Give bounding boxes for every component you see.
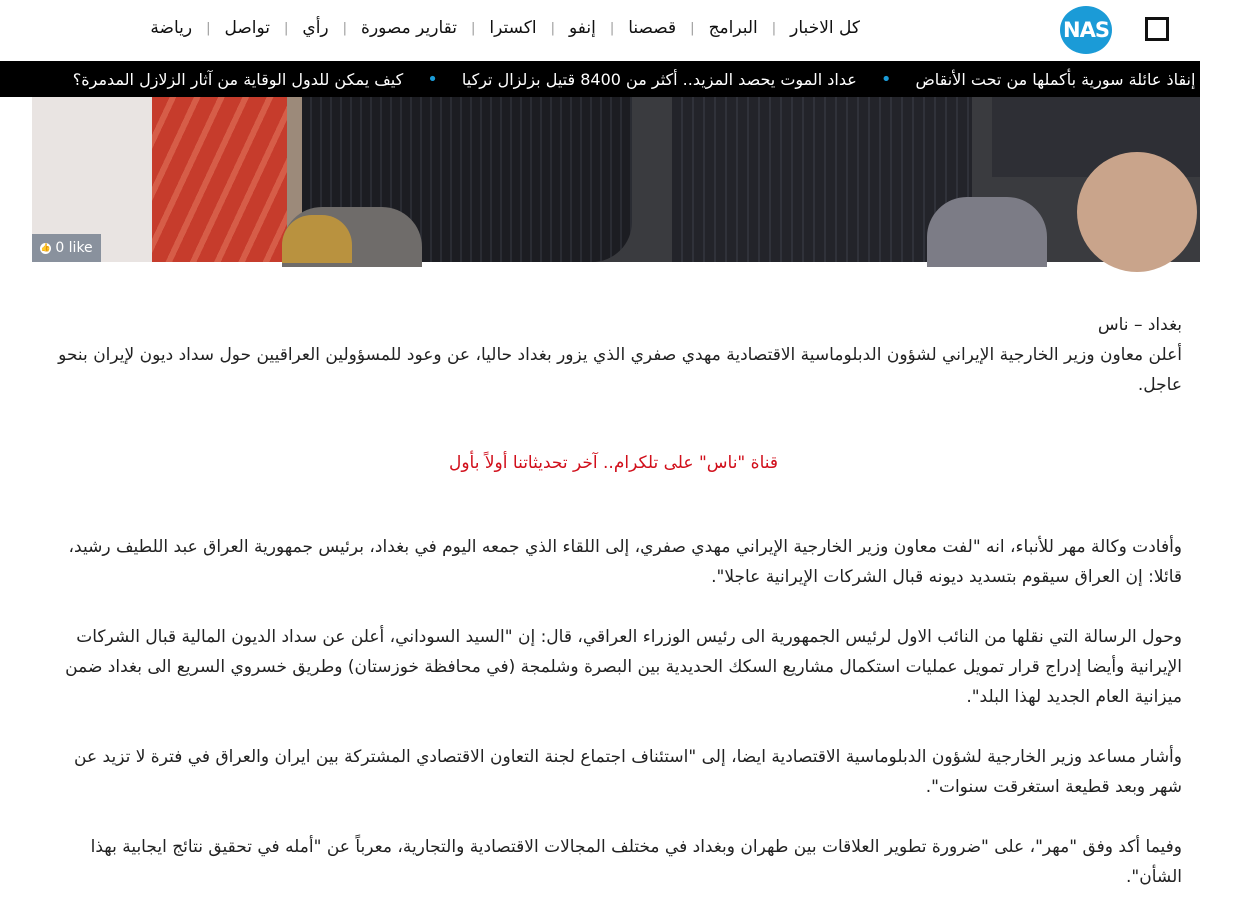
menu-toggle-button[interactable] xyxy=(1145,17,1169,41)
ticker-bullet-icon: • xyxy=(880,68,892,90)
thumbs-up-icon: 👍 xyxy=(40,243,51,252)
nav-item-info[interactable]: إنفو xyxy=(569,18,596,38)
nav-separator: | xyxy=(206,20,211,36)
nav-item-extra[interactable]: اكسترا xyxy=(489,18,537,38)
site-header xyxy=(0,0,1200,61)
nav-separator: | xyxy=(690,20,695,36)
nav-separator: | xyxy=(771,20,777,36)
article-hero-image xyxy=(32,97,1200,262)
telegram-promo-link[interactable]: قناة "ناس" على تلكرام.. آخر تحديثاتنا أولاً بأول xyxy=(448,453,779,473)
nav-item-sports[interactable]: رياضة xyxy=(150,18,193,38)
article-paragraph: وأفادت وكالة مهر للأنباء، انه "لفت معاون وزير الخارجية الإيراني مهدي صفري، إلى اللقاء الذي جمعه اليوم في بغداد، برئيس جمهورية العراق عبد اللطيف رشيد، قائلا: إن العراق سيقوم بتسديد ديونه قبال الشركات الإيرانية عاجلا". xyxy=(68,537,1182,587)
ticker-item[interactable]: عداد الموت يحصد المزيد.. أكثر من 8400 قتيل بزلزال تركيا xyxy=(461,69,857,89)
article-paragraph: وأشار مساعد وزير الخارجية لشؤون الدبلوماسية الاقتصادية ايضا، إلى "استئناف اجتماع لجنة التعاون الاقتصادي المشتركة بين ايران والعراق في فترة لا تزيد عن شهر وبعد قطيعة استغرقت سنوات". xyxy=(74,747,1182,797)
article-dateline: بغداد – ناس xyxy=(1097,315,1182,335)
nav-separator: | xyxy=(471,20,476,36)
article-body xyxy=(45,310,1182,922)
nav-item-contact[interactable]: تواصل xyxy=(224,18,270,38)
ticker-track xyxy=(73,61,1260,97)
ticker-item[interactable]: كيف يمكن للدول الوقاية من آثار الزلازل المدمرة؟ xyxy=(72,69,404,89)
nav-separator: | xyxy=(284,20,289,36)
like-count: 0 like xyxy=(55,240,93,256)
nav-item-all-news[interactable]: كل الاخبار xyxy=(790,18,860,38)
article-paragraph: وفيما أكد وفق "مهر"، على "ضرورة تطوير العلاقات بين طهران وبغداد في مختلف المجالات الاقتصادية والتجارية، معرباً عن "أمله في تحقيق نتائج ايجابية بهذا الشأن". xyxy=(90,837,1182,887)
like-button[interactable] xyxy=(32,234,101,262)
nav-item-photo-reports[interactable]: تقارير مصورة xyxy=(361,18,458,38)
nav-separator: | xyxy=(342,20,348,36)
nav-item-stories[interactable]: قصصنا xyxy=(628,18,677,38)
logo-text: NAS xyxy=(1063,18,1109,42)
ticker-item[interactable]: ار للحظة إنقاذ عائلة سورية بأكملها من تحت الأنقاض xyxy=(915,69,1260,89)
main-nav xyxy=(150,18,860,38)
nav-separator: | xyxy=(550,20,556,36)
news-ticker xyxy=(0,61,1260,97)
ticker-bullet-icon: • xyxy=(427,68,438,90)
nav-item-opinion[interactable]: رأي xyxy=(302,18,329,38)
article-lead: أعلن معاون وزير الخارجية الإيراني لشؤون الدبلوماسية الاقتصادية مهدي صفري الذي يزور بغداد حاليا، عن وعود للمسؤولين العراقيين حول سداد ديون لإيران بنحو عاجل. xyxy=(58,345,1182,395)
nav-separator: | xyxy=(609,20,615,36)
article-paragraph: وحول الرسالة التي نقلها من النائب الاول لرئيس الجمهورية الى رئيس الوزراء العراقي، قال: إن "السيد السوداني، أعلن عن سداد الديون المالية قبال الشركات الإيرانية وأيضا إدراج قرار تمويل عمليات استكمال مشاريع السكك الحديدية بين البصرة وشلمجة (في محافظة خوزستان) وطريق خسروي السريع الى بغداد ضمن ميزانية العام الجديد لهذا البلد". xyxy=(65,627,1182,707)
nav-item-programs[interactable]: البرامج xyxy=(708,18,758,38)
site-logo[interactable] xyxy=(1060,6,1112,54)
